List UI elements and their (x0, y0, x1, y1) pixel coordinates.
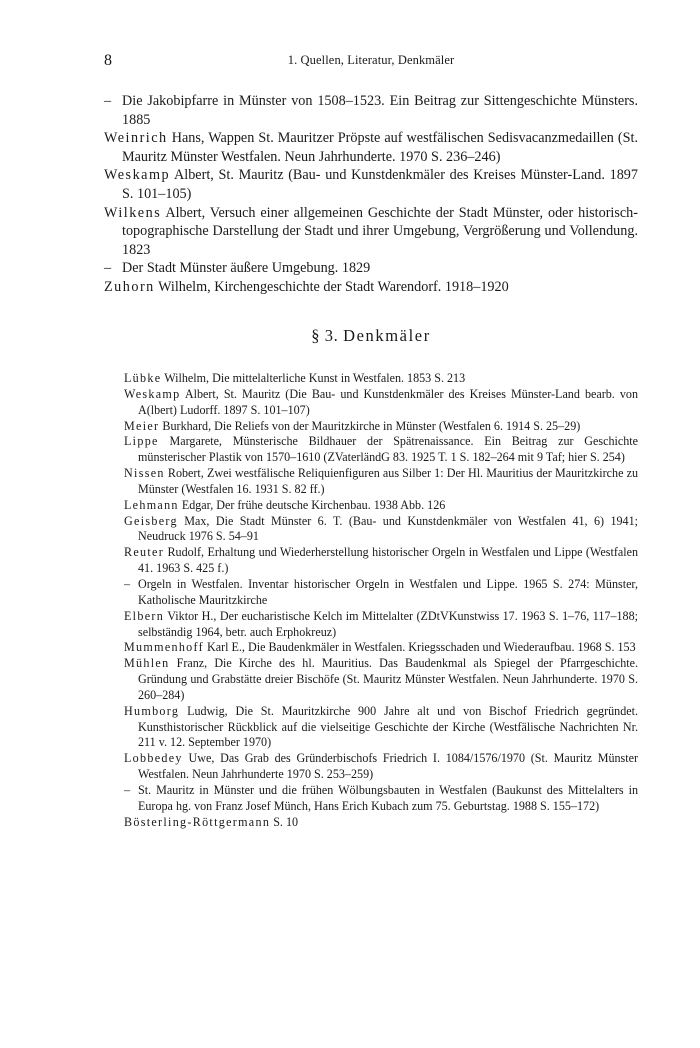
entry-author: Bösterling-Röttgermann (124, 814, 271, 829)
repeat-author-dash: – (124, 782, 131, 797)
bibliography-entry (124, 371, 638, 387)
entry-author: Weskamp (104, 167, 171, 184)
bibliography-entry (124, 387, 638, 419)
section-symbol: § (311, 326, 321, 345)
bibliography-entry (124, 419, 638, 435)
entry-text: Albert, St. Mauritz (Bau- und Kunstdenkmäler des Kreises Münster-Land. 1897 S. 101–105) (122, 167, 638, 202)
entry-author: Lehmann (124, 497, 179, 512)
entry-author: Weskamp (124, 386, 181, 401)
entry-text: Wilhelm, Die mittelalterliche Kunst in Westfalen. 1853 S. 213 (164, 371, 466, 385)
entry-text: Karl E., Die Baudenkmäler in Westfalen. Kriegsschaden und Wiederaufbau. 1968 S. 153 (207, 640, 636, 655)
entry-text: Orgeln in Westfalen. Inventar historischer Orgeln in Westfalen und Lippe. 1965 S. 274: Münster, Katholische Mauritzkirche (138, 576, 638, 607)
entry-author: Zuhorn (104, 278, 155, 295)
entry-text: Der Stadt Münster äußere Umgebung. 1829 (122, 260, 371, 277)
entry-text: Margarete, Münsterische Bildhauer der Spätrenaissance. Ein Beitrag zur Geschichte münsterischer Plastik von 1570–1610 (ZVaterländG 83. 1925 T. 1 S. 182–264 mit 9 Taf; hier S. 254) (138, 434, 638, 465)
bibliography-entry (124, 640, 638, 656)
bibliography-entry (124, 751, 638, 783)
entry-author: Lobbedey (124, 751, 183, 766)
entry-text: St. Mauritz in Münster und die frühen Wölbungsbauten in Westfalen (Baukunst des Mittelalters in Europa hg. von Franz Josef Münch, Hans Erich Kubach zum 75. Geburtstag. 1988 S. 155–172) (138, 782, 638, 813)
section-number: 3. (324, 326, 339, 345)
section-title: Denkmäler (343, 326, 431, 345)
entry-author: Weinrich (104, 130, 168, 147)
bibliography-entry (124, 704, 638, 752)
entry-author: Mühlen (124, 656, 170, 671)
bibliography-entry (124, 815, 638, 831)
bibliography-entry (104, 166, 638, 203)
repeat-author-dash: – (104, 260, 112, 277)
entry-text: S. 10 (273, 814, 299, 829)
monuments-list (124, 371, 638, 830)
bibliography-entry (124, 466, 638, 498)
entry-text: Franz, Die Kirche des hl. Mauritius. Das Baudenkmal als Spiegel der Pfarrgeschichte. Gründung und Grabstätte dreier Bischöfe (St. Mauritz Münster Westfalen. Neun Jahrhunderte. 1970 S. 260–284) (138, 656, 638, 702)
bibliography-entry (124, 514, 638, 546)
bibliography-entry (104, 278, 638, 297)
entry-author: Humborg (124, 703, 180, 718)
running-head: 1. Quellen, Literatur, Denkmäler (287, 53, 455, 67)
entry-text: Edgar, Der frühe deutsche Kirchenbau. 1938 Abb. 126 (181, 497, 446, 512)
entry-text: Max, Die Stadt Münster 6. T. (Bau- und Kunstdenkmäler von Westfalen 41, 6) 1941; Neudruck 1976 S. 54–91 (138, 513, 638, 544)
repeat-author-dash: – (124, 576, 131, 591)
bibliography-entry (124, 498, 638, 514)
entry-text: Rudolf, Erhaltung und Wiederherstellung historischer Orgeln in Westfalen und Lippe (Westfalen 41. 1963 S. 425 f.) (138, 545, 638, 576)
bibliography-entry (124, 656, 638, 704)
bibliography-entry (124, 545, 638, 577)
entry-text: Robert, Zwei westfälische Reliquienfiguren aus Silber 1: Der Hl. Mauritius der Mauritzkirche zu Münster (Westfalen 16. 1931 S. 82 ff.) (138, 466, 638, 496)
entry-text: Albert, St. Mauritz (Die Bau- und Kunstdenkmäler des Kreises Münster-Land bearb. von A(lbert) Ludorff. 1897 S. 101–107) (138, 386, 638, 417)
entry-author: Nissen (124, 466, 165, 481)
page-number: 8 (104, 52, 112, 69)
entry-text: Albert, Versuch einer allgemeinen Geschichte der Stadt Münster, oder historisch-topographische Darstellung der Stadt und ihrer Umgebung, Vergrößerung und Vollendung. 1823 (122, 204, 638, 258)
bibliography-entry (124, 434, 638, 466)
bibliography-entry (124, 783, 638, 815)
entry-text: Hans, Wappen St. Mauritzer Pröpste auf westfälischen Sedisvacanzmedaillen (St. Mauritz Münster Westfalen. Neun Jahrhunderte. 1970 S. 236–246) (122, 130, 638, 165)
bibliography-entry (124, 577, 638, 609)
entry-text: Viktor H., Der eucharistische Kelch im Mittelalter (ZDtVKunstwiss 17. 1963 S. 1–76, 117–188; selbständig 1964, betr. auch Erphokreuz) (138, 608, 638, 639)
repeat-author-dash: – (104, 93, 112, 109)
entry-text: Wilhelm, Kirchengeschichte der Stadt Warendorf. 1918–1920 (158, 278, 509, 295)
bibliography-entry (124, 609, 638, 641)
entry-text: Uwe, Das Grab des Gründerbischofs Friedrich I. 1084/1576/1970 (St. Mauritz Münster Westfalen. Neun Jahrhunderte 1970 S. 253–259) (138, 751, 638, 782)
bibliography-entry (104, 259, 638, 278)
literature-list (104, 92, 638, 297)
entry-text: Die Jakobipfarre in Münster von 1508–1523. Ein Beitrag zur Sittengeschichte Münsters. 1885 (122, 93, 638, 128)
entry-text: Burkhard, Die Reliefs von der Mauritzkirche in Münster (Westfalen 6. 1914 S. 25–29) (162, 418, 581, 433)
bibliography-entry (104, 92, 638, 129)
entry-author: Reuter (124, 545, 165, 560)
entry-author: Meier (124, 418, 160, 433)
entry-author: Lippe (124, 434, 159, 449)
bibliography-entry (104, 129, 638, 166)
section-heading (104, 326, 638, 346)
entry-author: Mummenhoff (124, 640, 204, 655)
entry-author: Wilkens (104, 204, 162, 221)
entry-author: Elbern (124, 608, 165, 623)
page-header (104, 52, 638, 72)
entry-text: Ludwig, Die St. Mauritzkirche 900 Jahre alt und von Bischof Friedrich gegründet. Kunsthistorischer Rückblick auf die vielseitige Geschichte der Kirche (Westfälische Nachrichten Nr. 211 v. 12. September 1970) (138, 703, 638, 750)
bibliography-entry (104, 204, 638, 260)
entry-author: Geisberg (124, 513, 178, 528)
entry-author: Lübke (124, 371, 162, 385)
